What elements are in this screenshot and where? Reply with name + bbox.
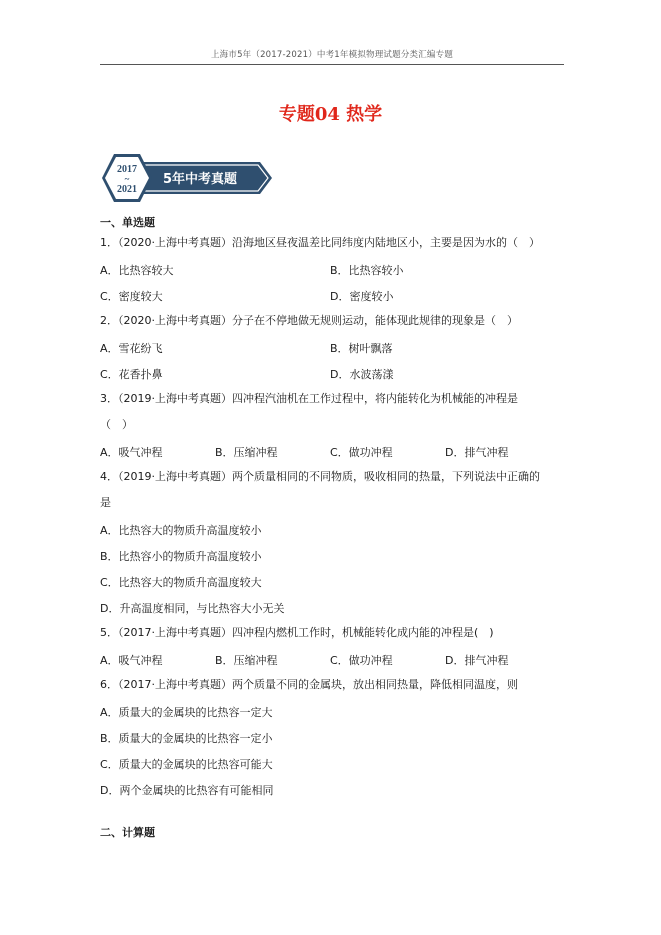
question-3-option-a: A．吸气冲程 <box>100 446 163 459</box>
question-5-stem: 5．（2017·上海中考真题）四冲程内燃机工作时，机械能转化成内能的冲程是( ) <box>100 626 494 639</box>
question-1-option-b: B．比热容较小 <box>330 264 404 277</box>
question-2-option-a: A．雪花纷飞 <box>100 342 163 355</box>
badge-banner <box>100 152 275 204</box>
question-4-option-d: D．升高温度相同，与比热容大小无关 <box>100 602 285 615</box>
badge-year-bottom: 2021 <box>117 184 137 195</box>
question-2-option-b: B．树叶飘落 <box>330 342 393 355</box>
question-5-option-d: D．排气冲程 <box>445 654 509 667</box>
header-rule <box>100 64 564 65</box>
question-4-option-c: C．比热容大的物质升高温度较大 <box>100 576 262 589</box>
question-1-option-a: A．比热容较大 <box>100 264 174 277</box>
question-6-option-c: C．质量大的金属块的比热容可能大 <box>100 758 273 771</box>
page-header: 上海市5年（2017-2021）中考1年模拟物理试题分类汇编专题 <box>210 50 454 60</box>
badge-tilde: ~ <box>124 174 130 184</box>
question-5-option-c: C．做功冲程 <box>330 654 393 667</box>
question-1-stem: 1．（2020·上海中考真题）沿海地区昼夜温差比同纬度内陆地区小，主要是因为水的（ ） <box>100 236 540 249</box>
question-4-option-b: B．比热容小的物质升高温度较小 <box>100 550 262 563</box>
question-6-option-b: B．质量大的金属块的比热容一定小 <box>100 732 273 745</box>
question-4-stem: 4．（2019·上海中考真题）两个质量相同的不同物质，吸收相同的热量，下列说法中正确的 <box>100 470 540 483</box>
badge-year-top: 2017 <box>117 164 137 175</box>
section-single-choice: 一、单选题 <box>100 216 155 229</box>
question-6-stem: 6．（2017·上海中考真题）两个质量不同的金属块，放出相同热量，降低相同温度，则 <box>100 678 518 691</box>
question-1-option-c: C．密度较大 <box>100 290 163 303</box>
question-6-option-d: D．两个金属块的比热容有可能相同 <box>100 784 274 797</box>
question-5-option-a: A．吸气冲程 <box>100 654 163 667</box>
question-3-option-b: B．压缩冲程 <box>215 446 278 459</box>
section-calculation: 二、计算题 <box>100 826 155 839</box>
question-2-option-c: C．花香扑鼻 <box>100 368 163 381</box>
question-4-option-a: A．比热容大的物质升高温度较小 <box>100 524 262 537</box>
question-3-option-d: D．排气冲程 <box>445 446 509 459</box>
question-3-stem-continued: （ ） <box>100 418 133 431</box>
question-3-stem: 3．（2019·上海中考真题）四冲程汽油机在工作过程中，将内能转化为机械能的冲程是 <box>100 392 518 405</box>
question-3-option-c: C．做功冲程 <box>330 446 393 459</box>
question-6-option-a: A．质量大的金属块的比热容一定大 <box>100 706 273 719</box>
question-5-option-b: B．压缩冲程 <box>215 654 278 667</box>
page-title: 专题04 热学 <box>278 104 383 125</box>
question-4-stem-continued: 是 <box>100 496 111 509</box>
question-2-option-d: D．水波荡漾 <box>330 368 394 381</box>
question-1-option-d: D．密度较小 <box>330 290 394 303</box>
question-2-stem: 2．（2020·上海中考真题）分子在不停地做无规则运动，能体现此规律的现象是（ ） <box>100 314 518 327</box>
badge-label: 5年中考真题 <box>162 172 238 187</box>
